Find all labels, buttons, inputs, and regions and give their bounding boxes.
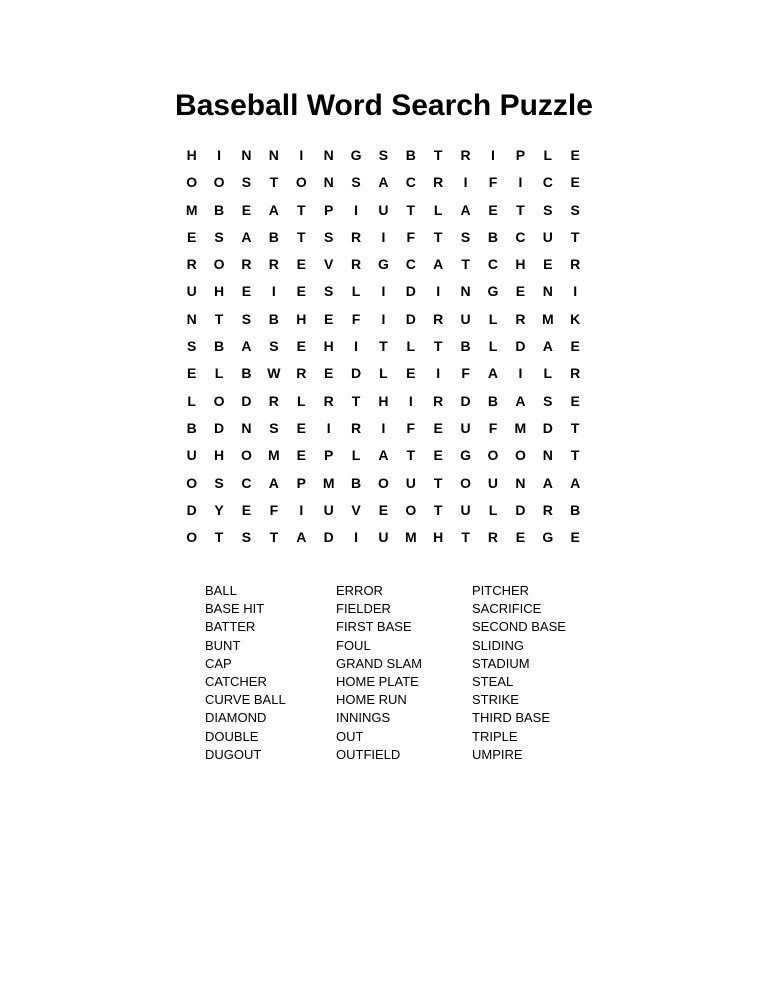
grid-letter: B (487, 392, 499, 409)
grid-letter: I (299, 147, 304, 163)
grid-letter: T (214, 310, 224, 327)
grid-letter: A (268, 474, 279, 491)
grid-letter: T (406, 447, 416, 464)
grid-letter: D (241, 392, 252, 409)
word-list-item: BUNT (205, 637, 241, 653)
grid-letter: M (322, 474, 335, 491)
grid-letter: G (377, 256, 389, 273)
grid-letter: I (381, 310, 386, 327)
grid-letter: P (323, 447, 334, 464)
word-list-item: DOUBLE (205, 728, 259, 744)
grid-letter: N (323, 147, 334, 163)
grid-letter: E (570, 147, 580, 163)
grid-letter: S (269, 338, 279, 355)
grid-letter: E (241, 283, 252, 300)
grid-letter: T (570, 228, 580, 245)
grid-letter: D (350, 365, 362, 382)
grid-letter: S (570, 201, 580, 218)
word-list-item: STEAL (472, 674, 514, 690)
grid-letter: P (296, 474, 306, 491)
grid-letter: S (378, 147, 389, 163)
grid-letter: S (323, 283, 334, 300)
grid-letter: A (378, 447, 389, 464)
grid-letter: E (515, 283, 526, 300)
grid-letter: H (378, 392, 389, 409)
grid-letter: C (515, 228, 526, 245)
grid-letter: M (185, 201, 198, 218)
grid-letter: I (436, 365, 441, 382)
grid-letter: C (487, 256, 499, 273)
grid-letter: H (433, 529, 444, 546)
grid-letter: O (241, 447, 252, 464)
grid-letter: V (351, 501, 361, 518)
grid-letter: O (186, 529, 198, 546)
grid-letter: M (404, 529, 417, 546)
grid-letter: R (433, 174, 444, 191)
grid-letter: T (214, 529, 224, 546)
grid-letter: S (269, 419, 279, 436)
grid-letter: F (488, 174, 498, 191)
word-list-item: CATCHER (205, 674, 267, 690)
grid-letter: E (570, 529, 580, 546)
grid-letter: N (515, 474, 526, 491)
grid-letter: R (570, 365, 581, 382)
grid-letter: T (379, 338, 388, 355)
grid-letter: U (460, 501, 471, 518)
grid-letter: U (460, 310, 471, 327)
grid-letter: R (268, 392, 279, 409)
grid-letter: Y (214, 501, 224, 518)
word-list-item: SACRIFICE (472, 601, 542, 617)
word-list-item: SECOND BASE (472, 619, 566, 635)
grid-letter: O (487, 447, 499, 464)
grid-letter: R (350, 419, 362, 436)
grid-letter: B (241, 365, 252, 382)
grid-letter: S (241, 174, 252, 191)
word-column-3 (472, 582, 612, 764)
grid-letter: B (460, 338, 471, 355)
word-list-item: UMPIRE (472, 746, 523, 762)
grid-letter: U (460, 419, 471, 436)
grid-letter: T (461, 529, 470, 546)
grid-letter: E (433, 447, 443, 464)
grid-letter: R (433, 392, 444, 409)
grid-letter: R (323, 392, 334, 409)
grid-letter: I (491, 147, 495, 163)
grid-letter: O (186, 174, 198, 191)
grid-letter: M (268, 447, 280, 464)
word-list-item: OUTFIELD (336, 746, 401, 762)
word-list-item: BALL (205, 583, 237, 598)
grid-letter: D (405, 310, 416, 327)
grid-letter: I (354, 338, 358, 355)
word-list-item: HOME PLATE (336, 674, 419, 690)
grid-letter: R (487, 529, 499, 546)
grid-letter: I (326, 419, 331, 436)
word-list-item: BASE HIT (205, 601, 265, 617)
grid-letter: B (405, 147, 416, 163)
grid-letter: E (378, 501, 389, 518)
grid-letter: G (487, 283, 499, 300)
grid-letter: M (541, 310, 554, 327)
grid-letter: N (460, 283, 471, 300)
grid-letter: A (296, 529, 307, 546)
word-list-item: THIRD BASE (472, 710, 551, 726)
grid-letter: S (241, 529, 252, 546)
grid-letter: N (241, 419, 252, 436)
grid-letter: A (542, 338, 553, 355)
letter-grid (178, 142, 588, 551)
grid-letter: L (379, 365, 388, 382)
grid-letter: T (406, 201, 416, 218)
word-list-item: SLIDING (472, 637, 525, 653)
grid-letter: R (296, 365, 307, 382)
grid-letter: S (323, 228, 334, 245)
grid-letter: S (214, 474, 224, 491)
grid-letter: L (296, 392, 306, 409)
grid-letter: F (351, 310, 361, 327)
grid-letter: E (187, 365, 197, 382)
grid-letter: L (351, 447, 361, 464)
word-column-2 (336, 582, 472, 764)
grid-letter: S (543, 201, 553, 218)
grid-letter: E (323, 310, 334, 327)
grid-letter: E (323, 365, 334, 382)
word-list-item: DIAMOND (205, 710, 267, 726)
grid-letter: F (406, 419, 416, 436)
grid-letter: A (433, 256, 444, 273)
grid-letter: L (488, 310, 498, 327)
grid-letter: H (296, 310, 307, 327)
grid-letter: H (214, 447, 225, 464)
grid-letter: I (381, 283, 386, 300)
grid-letter: T (269, 529, 279, 546)
grid-letter: W (267, 365, 281, 382)
grid-letter: G (460, 447, 472, 464)
grid-letter: E (488, 201, 498, 218)
grid-letter: N (542, 283, 553, 300)
grid-letter: R (515, 310, 526, 327)
grid-letter: A (241, 228, 252, 245)
grid-letter: D (214, 419, 225, 436)
grid-letter: S (351, 174, 361, 191)
grid-letter: C (542, 174, 553, 191)
grid-letter: A (268, 201, 279, 218)
grid-letter: E (515, 529, 526, 546)
word-list-item: HOME RUN (336, 692, 407, 708)
grid-letter: I (299, 501, 304, 518)
grid-letter: R (241, 256, 252, 273)
grid-letter: H (214, 283, 225, 300)
word-list-item: STADIUM (472, 655, 530, 671)
grid-letter: U (186, 447, 197, 464)
grid-letter: O (213, 392, 225, 409)
grid-letter: R (542, 501, 553, 518)
word-list-item: PITCHER (472, 583, 530, 598)
word-list-item: CAP (205, 655, 232, 671)
grid-letter: D (405, 283, 416, 300)
grid-letter: L (488, 338, 498, 355)
grid-letter: L (433, 201, 443, 218)
grid-letter: N (241, 147, 252, 163)
grid-letter: O (186, 474, 198, 491)
word-list-item: FIELDER (336, 601, 391, 617)
grid-letter: R (350, 228, 362, 245)
grid-letter: B (268, 310, 279, 327)
grid-letter: N (268, 147, 279, 163)
grid-letter: O (514, 447, 526, 464)
grid-letter: E (406, 365, 416, 382)
grid-letter: S (214, 228, 224, 245)
grid-letter: E (241, 201, 252, 218)
word-list-item: CURVE BALL (205, 692, 286, 708)
grid-letter: A (542, 474, 553, 491)
grid-letter: B (214, 201, 225, 218)
grid-letter: H (323, 338, 334, 355)
grid-letter: O (460, 474, 472, 491)
word-list-item: OUT (336, 728, 364, 744)
grid-letter: K (570, 310, 581, 327)
grid-letter: N (542, 447, 553, 464)
grid-letter: F (269, 501, 279, 518)
grid-letter: E (570, 174, 580, 191)
grid-letter: E (296, 419, 306, 436)
grid-letter: F (488, 419, 498, 436)
grid-letter: U (186, 283, 197, 300)
grid-letter: E (296, 447, 306, 464)
grid-letter: E (543, 256, 553, 273)
grid-letter: R (570, 256, 581, 273)
grid-letter: T (296, 228, 306, 245)
word-list-item: DUGOUT (205, 746, 262, 762)
grid-letter: S (187, 338, 197, 355)
grid-letter: E (570, 338, 580, 355)
word-list-item: FOUL (336, 637, 371, 653)
grid-letter: O (213, 256, 225, 273)
grid-letter: L (543, 147, 553, 163)
grid-letter: B (570, 501, 581, 518)
grid-letter: T (570, 419, 580, 436)
grid-letter: I (381, 419, 386, 436)
grid-letter: S (460, 228, 471, 245)
grid-letter: M (514, 419, 527, 436)
grid-letter: L (351, 283, 361, 300)
grid-letter: I (271, 283, 276, 300)
grid-letter: C (405, 174, 416, 191)
grid-letter: R (268, 256, 279, 273)
grid-letter: U (378, 529, 389, 546)
grid-letter: B (487, 228, 499, 245)
grid-letter: T (269, 174, 279, 191)
grid-letter: S (241, 310, 252, 327)
grid-letter: O (377, 474, 389, 491)
grid-letter: T (433, 501, 443, 518)
grid-letter: A (241, 338, 252, 355)
grid-letter: I (354, 201, 358, 218)
grid-letter: L (488, 501, 498, 518)
grid-letter: N (186, 310, 197, 327)
grid-letter: E (241, 501, 252, 518)
grid-letter: F (406, 228, 416, 245)
word-list-item: STRIKE (472, 692, 519, 708)
grid-letter: B (350, 474, 362, 491)
grid-letter: L (187, 392, 196, 409)
grid-letter: A (378, 174, 389, 191)
grid-letter: U (323, 501, 334, 518)
grid-letter: I (381, 228, 386, 245)
grid-letter: A (487, 365, 499, 382)
grid-letter: S (543, 392, 553, 409)
grid-letter: P (323, 201, 334, 218)
grid-letter: I (408, 392, 413, 409)
word-list-item: ERROR (336, 583, 383, 598)
grid-letter: U (378, 201, 389, 218)
grid-letter: A (460, 201, 471, 218)
grid-letter: G (542, 529, 554, 546)
grid-letter: E (296, 283, 306, 300)
grid-letter: F (461, 365, 470, 382)
grid-letter: I (354, 529, 358, 546)
grid-letter: P (515, 147, 526, 163)
word-list-item: GRAND SLAM (336, 655, 422, 671)
grid-letter: I (463, 174, 468, 191)
grid-letter: I (518, 174, 523, 191)
grid-letter: D (515, 338, 526, 355)
grid-letter: R (433, 310, 444, 327)
grid-letter: O (213, 174, 225, 191)
grid-letter: A (570, 474, 581, 491)
word-list-item: INNINGS (336, 710, 391, 726)
grid-letter: T (433, 147, 443, 163)
grid-letter: T (461, 256, 470, 273)
grid-letter: I (436, 283, 441, 300)
grid-letter: N (323, 174, 334, 191)
grid-letter: U (405, 474, 416, 491)
grid-letter: U (487, 474, 499, 491)
grid-letter: T (296, 201, 306, 218)
grid-letter: D (515, 501, 526, 518)
grid-letter: D (460, 392, 471, 409)
grid-letter: B (186, 419, 197, 436)
grid-letter: D (542, 419, 553, 436)
grid-letter: L (214, 365, 224, 382)
grid-letter: T (433, 338, 443, 355)
grid-letter: R (186, 256, 197, 273)
grid-letter: E (433, 419, 443, 436)
grid-letter: R (460, 147, 471, 163)
grid-letter: I (518, 365, 523, 382)
grid-letter: E (296, 256, 306, 273)
word-list (205, 582, 612, 764)
word-list-item: FIRST BASE (336, 619, 412, 635)
grid-letter: V (323, 256, 334, 273)
grid-letter: E (187, 228, 197, 245)
grid-letter: C (405, 256, 416, 273)
word-column-1 (205, 582, 336, 764)
grid-letter: B (268, 228, 279, 245)
grid-letter: L (406, 338, 416, 355)
grid-letter: D (323, 529, 334, 546)
grid-letter: U (542, 228, 553, 245)
grid-letter: I (573, 283, 578, 300)
grid-letter: E (296, 338, 306, 355)
grid-letter: T (433, 228, 443, 245)
grid-letter: L (543, 365, 553, 382)
grid-letter: T (351, 392, 361, 409)
grid-letter: O (295, 174, 307, 191)
grid-letter: T (516, 201, 525, 218)
grid-letter: B (214, 338, 225, 355)
grid-letter: D (186, 501, 197, 518)
grid-letter: T (570, 447, 580, 464)
grid-letter: R (350, 256, 362, 273)
grid-letter: E (570, 392, 580, 409)
grid-letter: T (433, 474, 443, 491)
word-list-item: TRIPLE (472, 728, 518, 744)
grid-letter: H (186, 147, 197, 163)
grid-letter: A (515, 392, 526, 409)
grid-letter: H (515, 256, 526, 273)
grid-letter: G (350, 147, 362, 163)
page-title: Baseball Word Search Puzzle (175, 89, 593, 122)
grid-letter: C (241, 474, 252, 491)
word-list-item: BATTER (205, 619, 256, 635)
grid-letter: I (217, 147, 222, 163)
grid-letter: O (405, 501, 417, 518)
